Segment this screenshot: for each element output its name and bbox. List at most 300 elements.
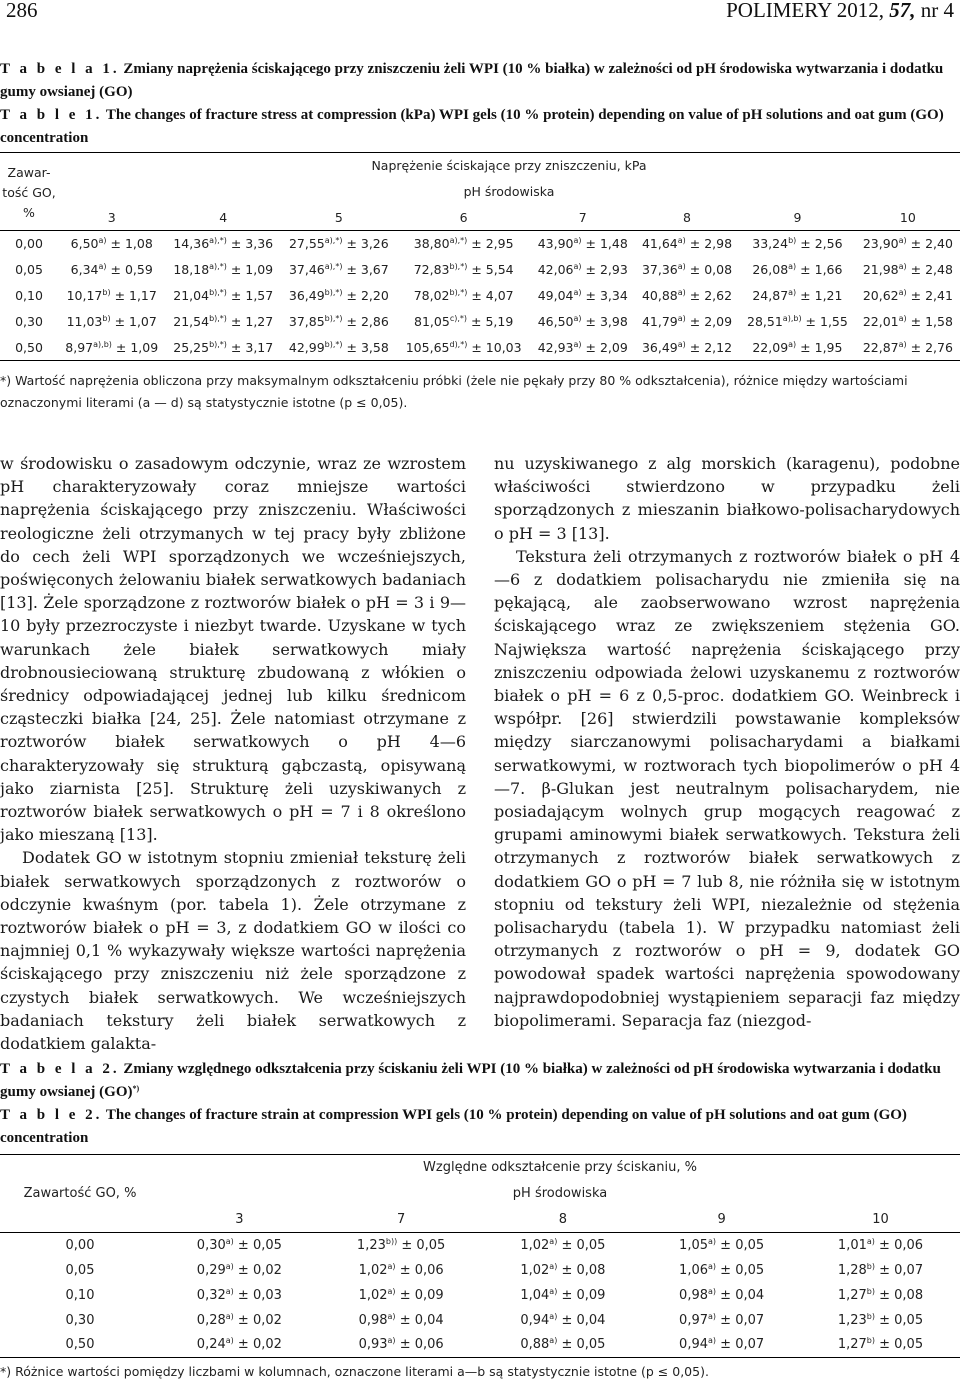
mean-value: 6,50	[70, 236, 99, 252]
mean-value: 38,80	[413, 236, 450, 252]
significance-letter: a)	[788, 339, 797, 349]
significance-letter: b),*)	[209, 314, 227, 323]
std-deviation: ± 0,04	[561, 1312, 606, 1328]
table2-label-en: T a b l e 2.	[0, 1107, 103, 1123]
std-deviation: ± 2,20	[346, 288, 389, 303]
std-deviation: ± 3,67	[346, 262, 389, 277]
significance-letter: b))	[385, 1236, 398, 1246]
value-cell	[319, 1283, 484, 1308]
table2-label-pl: T a b e l a 2.	[0, 1061, 120, 1077]
significance-letter: a)	[549, 1261, 558, 1271]
std-deviation: ± 1,21	[800, 288, 843, 303]
value-cell	[531, 257, 635, 283]
value-cell	[165, 257, 281, 283]
table1-label-en: T a b l e 1.	[0, 107, 103, 123]
std-deviation: ± 0,05	[879, 1312, 924, 1328]
table2-caption-pl-text: Zmiany względnego odkształcenia przy ściskaniu żeli WPI (10 % białka) w zależności od pH środowiska wytwarzania i dodatku gumy owsianej (GO)	[0, 1061, 941, 1100]
mean-value: 0,94	[679, 1337, 708, 1353]
significance-letter: a)	[98, 262, 107, 271]
value-cell	[484, 1258, 643, 1283]
value-cell	[801, 1308, 960, 1333]
value-cell	[642, 1233, 801, 1258]
mean-value: 42,06	[537, 262, 574, 277]
mean-value: 0,98	[679, 1287, 708, 1303]
go-content-cell: 0,30	[65, 1312, 95, 1328]
value-cell	[642, 1333, 801, 1358]
value-cell	[484, 1333, 643, 1358]
mean-value: 14,36	[173, 236, 210, 252]
mean-value: 37,46	[288, 262, 325, 277]
value-cell	[801, 1233, 960, 1258]
value-cell	[397, 283, 531, 309]
value-cell	[484, 1233, 643, 1258]
std-deviation: ± 1,95	[800, 339, 843, 355]
std-deviation: ± 0,04	[399, 1312, 444, 1328]
significance-letter: a),*)	[449, 236, 468, 246]
mean-value: 36,49	[288, 288, 325, 303]
mean-value: 41,64	[641, 236, 678, 252]
significance-letter: a)	[708, 1261, 717, 1271]
significance-letter: a)	[898, 314, 907, 323]
mean-value: 36,49	[641, 339, 678, 355]
std-deviation: ± 0,09	[561, 1287, 606, 1303]
significance-letter: a)	[573, 288, 582, 297]
value-cell	[531, 335, 635, 361]
std-deviation: ± 0,08	[689, 262, 733, 277]
mean-value: 0,32	[196, 1287, 226, 1303]
std-deviation: ± 2,40	[910, 236, 953, 252]
value-cell	[642, 1258, 801, 1283]
ph-column-header: 9	[793, 209, 802, 225]
value-cell	[58, 283, 165, 309]
mean-value: 26,08	[752, 262, 789, 277]
significance-letter: a)	[677, 288, 686, 297]
std-deviation: ± 1,57	[230, 288, 274, 303]
significance-letter: a)	[573, 236, 582, 246]
go-content-cell: 0,50	[65, 1337, 95, 1353]
value-cell	[635, 257, 739, 283]
table1-caption-pl	[0, 58, 954, 104]
significance-letter: b)	[788, 236, 797, 246]
value-cell	[319, 1308, 484, 1333]
mean-value: 37,85	[288, 314, 325, 329]
table2	[0, 1154, 960, 1358]
significance-letter: a)	[708, 1286, 717, 1296]
significance-letter: b)	[866, 1286, 875, 1296]
journal-issue: nr 4	[920, 0, 954, 22]
mean-value: 0,93	[358, 1337, 388, 1353]
std-deviation: ± 2,09	[585, 339, 628, 355]
ph-column-header: 6	[459, 209, 468, 225]
significance-letter: a)	[898, 236, 907, 246]
significance-letter: a)	[898, 288, 907, 297]
std-deviation: ± 1,17	[114, 288, 157, 303]
significance-letter: a)	[677, 262, 686, 271]
mean-value: 10,17	[66, 288, 103, 303]
std-deviation: ± 0,02	[237, 1262, 282, 1278]
value-cell	[397, 257, 531, 283]
significance-letter: b),*)	[449, 262, 468, 271]
value-cell	[635, 309, 739, 335]
table-row	[0, 1333, 960, 1358]
std-deviation: ± 0,05	[561, 1237, 606, 1253]
mean-value: 42,99	[288, 339, 325, 355]
std-deviation: ± 1,55	[805, 314, 848, 329]
table2-footnote: *) Różnice wartości pomiędzy liczbami w kolumnach, oznaczone literami a—b są statystycznie istotne (p ≤ 0,05).	[0, 1364, 709, 1379]
std-deviation: ± 1,08	[110, 236, 153, 252]
mean-value: 33,24	[752, 236, 789, 252]
value-cell	[801, 1258, 960, 1283]
value-cell	[397, 335, 531, 361]
significance-letter: b)	[102, 314, 111, 323]
ph-column-header: 9	[717, 1211, 726, 1227]
significance-letter: a)	[387, 1336, 396, 1346]
value-cell	[801, 1283, 960, 1308]
body-column-left	[0, 452, 466, 1055]
value-cell	[739, 283, 856, 309]
std-deviation: ± 2,86	[346, 314, 389, 329]
significance-letter: a)	[866, 1236, 875, 1246]
mean-value: 0,88	[520, 1337, 550, 1353]
mean-value: 41,79	[641, 314, 678, 329]
significance-letter: a)	[788, 288, 797, 297]
significance-letter: a)	[387, 1261, 396, 1271]
std-deviation: ± 0,07	[879, 1262, 924, 1278]
go-content-cell: 0,00	[65, 1237, 95, 1253]
value-cell	[531, 231, 635, 257]
std-deviation: ± 3,36	[230, 236, 274, 252]
mean-value: 28,51	[747, 314, 783, 329]
mean-value: 24,87	[752, 288, 789, 303]
std-deviation: ± 0,08	[879, 1287, 924, 1303]
significance-letter: d),*)	[449, 339, 468, 349]
std-deviation: ± 1,07	[114, 314, 157, 329]
significance-letter: a)	[677, 314, 686, 323]
significance-letter: a)	[549, 1236, 558, 1246]
value-cell	[58, 257, 165, 283]
std-deviation: ± 2,95	[471, 236, 514, 252]
significance-letter: a)	[677, 236, 686, 246]
significance-letter: b)	[866, 1311, 875, 1321]
significance-letter: a),b)	[782, 314, 802, 323]
mean-value: 37,36	[641, 262, 678, 277]
std-deviation: ± 3,34	[585, 288, 628, 303]
mean-value: 20,62	[862, 288, 899, 303]
std-deviation: ± 0,59	[110, 262, 153, 277]
value-cell	[397, 231, 531, 257]
mean-value: 22,09	[752, 339, 789, 355]
significance-letter: b)	[866, 1336, 875, 1346]
ph-column-header: 10	[899, 209, 916, 225]
table2-caption	[0, 1058, 954, 1150]
mean-value: 78,02	[413, 288, 450, 303]
table1-caption	[0, 58, 954, 150]
std-deviation: ± 2,48	[910, 262, 953, 277]
table2-sub-header: pH środowiska	[512, 1186, 608, 1201]
value-cell	[160, 1258, 319, 1283]
mean-value: 0,29	[196, 1262, 226, 1278]
value-cell	[856, 335, 960, 361]
significance-letter: a)	[788, 262, 797, 271]
std-deviation: ± 2,62	[689, 288, 733, 303]
value-cell	[281, 309, 397, 335]
ph-column-header: 7	[396, 1211, 406, 1227]
std-deviation: ± 0,05	[879, 1337, 924, 1353]
std-deviation: ± 1,66	[800, 262, 843, 277]
significance-letter: b)	[102, 288, 111, 297]
std-deviation: ± 0,03	[237, 1287, 282, 1303]
value-cell	[635, 335, 739, 361]
std-deviation: ± 1,09	[230, 262, 274, 277]
significance-letter: b),*)	[209, 288, 227, 297]
value-cell	[160, 1333, 319, 1358]
mean-value: 1,23	[837, 1312, 867, 1328]
std-deviation: ± 4,07	[471, 288, 514, 303]
mean-value: 1,02	[520, 1237, 550, 1253]
mean-value: 11,03	[66, 314, 103, 329]
ph-column-header: 10	[872, 1211, 889, 1227]
std-deviation: ± 0,06	[399, 1337, 444, 1353]
table1-caption-pl-text: Zmiany naprężenia ściskającego przy zniszczeniu żeli WPI (10 % białka) w zależności od pH środowiska wytwarzania i dodatku gumy owsianej (GO)	[0, 61, 944, 100]
value-cell	[739, 231, 856, 257]
mean-value: 23,90	[862, 236, 899, 252]
value-cell	[165, 231, 281, 257]
mean-value: 42,93	[537, 339, 574, 355]
body-column-right	[494, 452, 960, 1032]
value-cell	[281, 335, 397, 361]
value-cell	[739, 257, 856, 283]
table2-row-header: Zawartość GO, %	[23, 1186, 137, 1201]
table1-caption-en	[0, 104, 954, 150]
go-content-cell: 0,30	[15, 314, 43, 329]
mean-value: 72,83	[413, 262, 450, 277]
value-cell	[635, 283, 739, 309]
value-cell	[160, 1308, 319, 1333]
table1-caption-en-text: The changes of fracture stress at compression (kPa) WPI gels (10 % protein) depending on value of pH solutions and oat gum (GO) concentration	[0, 107, 944, 146]
std-deviation: ± 2,41	[910, 288, 953, 303]
go-content-cell: 0,00	[15, 236, 43, 252]
mean-value: 1,02	[358, 1287, 388, 1303]
mean-value: 21,04	[173, 288, 210, 303]
std-deviation: ± 0,05	[720, 1237, 765, 1253]
journal-name: POLIMERY 2012,	[726, 0, 884, 22]
page-number: 286	[6, 0, 38, 22]
mean-value: 40,88	[641, 288, 678, 303]
significance-letter: a)	[573, 314, 582, 323]
table-row	[0, 231, 960, 257]
significance-letter: b),*)	[324, 339, 343, 349]
mean-value: 1,23	[356, 1237, 386, 1253]
significance-letter: a)	[708, 1236, 717, 1246]
significance-letter: a)	[898, 262, 907, 271]
mean-value: 46,50	[537, 314, 574, 329]
std-deviation: ± 0,05	[401, 1237, 446, 1253]
value-cell	[531, 283, 635, 309]
running-header	[0, 0, 960, 28]
table-row	[0, 1233, 960, 1258]
significance-letter: a)	[387, 1311, 396, 1321]
mean-value: 22,87	[862, 339, 899, 355]
ph-column-header: 7	[578, 209, 587, 225]
table2-caption-en	[0, 1104, 954, 1150]
table-row	[0, 1308, 960, 1333]
ph-column-header: 8	[683, 209, 691, 225]
ph-column-header: 3	[107, 209, 116, 225]
std-deviation: ± 0,04	[720, 1287, 765, 1303]
std-deviation: ± 2,93	[585, 262, 628, 277]
mean-value: 1,02	[520, 1262, 550, 1278]
table1-label-pl: T a b e l a 1.	[0, 61, 120, 77]
value-cell	[319, 1233, 484, 1258]
value-cell	[58, 231, 165, 257]
std-deviation: ± 2,09	[689, 314, 733, 329]
go-content-cell: 0,50	[15, 339, 43, 355]
mean-value: 1,02	[358, 1262, 388, 1278]
mean-value: 1,27	[837, 1337, 867, 1353]
value-cell	[531, 309, 635, 335]
value-cell	[58, 309, 165, 335]
std-deviation: ± 1,09	[115, 339, 159, 355]
significance-letter: a)	[549, 1311, 558, 1321]
mean-value: 1,04	[520, 1287, 550, 1303]
std-deviation: ± 0,08	[561, 1262, 606, 1278]
std-deviation: ± 2,98	[689, 236, 733, 252]
significance-letter: a)	[225, 1286, 234, 1296]
std-deviation: ± 1,27	[230, 314, 274, 329]
std-deviation: ± 0,09	[399, 1287, 444, 1303]
significance-letter: a)	[225, 1236, 234, 1246]
mean-value: 105,65	[405, 339, 450, 355]
mean-value: 25,25	[173, 339, 210, 355]
significance-letter: a)	[549, 1336, 558, 1346]
value-cell	[739, 335, 856, 361]
table-row	[0, 283, 960, 309]
paragraph: Dodatek GO w istotnym stopniu zmieniał teksturę żeli białek serwatkowych sporządzonych z roztworów o odczynie kwaśnym (por. tabela 1). Żele otrzymane z roztworów białek o pH = 3, z dodatkiem GO w ilości co najmniej 0,1 % wykazywały większe wartości naprężenia ściskającego przy zniszczeniu niż żele sporządzone z czystych białek serwatkowych. We wcześniejszych badaniach tekstury żeli białek serwatkowych z dodatkiem galakta-	[0, 848, 466, 1054]
value-cell	[642, 1283, 801, 1308]
std-deviation: ± 0,07	[720, 1312, 765, 1328]
mean-value: 21,98	[862, 262, 899, 277]
mean-value: 22,01	[862, 314, 899, 329]
significance-letter: a),b)	[93, 339, 112, 349]
std-deviation: ± 0,02	[237, 1337, 282, 1353]
significance-letter: b)	[866, 1261, 875, 1271]
value-cell	[484, 1308, 643, 1333]
significance-letter: b),*)	[209, 339, 227, 349]
std-deviation: ± 3,26	[346, 236, 389, 252]
significance-letter: a),*)	[324, 236, 343, 246]
value-cell	[319, 1258, 484, 1283]
significance-letter: a)	[98, 236, 107, 246]
value-cell	[165, 283, 281, 309]
mean-value: 0,97	[679, 1312, 708, 1328]
std-deviation: ± 10,03	[471, 339, 522, 355]
value-cell	[856, 309, 960, 335]
mean-value: 1,05	[679, 1237, 708, 1253]
std-deviation: ± 1,58	[910, 314, 953, 329]
significance-letter: a)	[549, 1286, 558, 1296]
std-deviation: ± 0,05	[720, 1262, 765, 1278]
go-content-cell: 0,10	[15, 288, 43, 303]
go-content-cell: 0,05	[65, 1262, 95, 1278]
std-deviation: ± 0,05	[561, 1337, 606, 1353]
value-cell	[281, 231, 397, 257]
journal-volume: 57,	[889, 0, 916, 22]
std-deviation: ± 3,58	[346, 339, 389, 355]
value-cell	[635, 231, 739, 257]
value-cell	[160, 1283, 319, 1308]
significance-letter: a)	[708, 1336, 717, 1346]
mean-value: 0,94	[520, 1312, 550, 1328]
ph-column-header: 5	[334, 209, 343, 225]
mean-value: 49,04	[537, 288, 574, 303]
value-cell	[165, 335, 281, 361]
value-cell	[319, 1333, 484, 1358]
significance-letter: a)	[677, 339, 686, 349]
significance-letter: a)	[387, 1286, 396, 1296]
std-deviation: ± 0,06	[399, 1262, 444, 1278]
table2-caption-sup: *)	[132, 1084, 140, 1093]
mean-value: 1,28	[837, 1262, 867, 1278]
std-deviation: ± 2,76	[910, 339, 953, 355]
std-deviation: ± 3,17	[230, 339, 274, 355]
table1-footnote: *) Wartość naprężenia obliczona przy maksymalnym odkształceniu próbki (żele nie pękały przy 80 % odkształcenia), różnice między wartościami oznaczonymi literami (a — d) są statystycznie istotne (p ≤ 0,05).	[0, 373, 908, 410]
value-cell	[801, 1333, 960, 1358]
table1-group-header: Naprężenie ściskające przy zniszczeniu, kPa	[371, 158, 647, 174]
significance-letter: a)	[225, 1261, 234, 1271]
table-row	[0, 309, 960, 335]
ph-column-header: 3	[235, 1211, 244, 1227]
journal-reference	[726, 0, 954, 23]
std-deviation: ± 1,48	[585, 236, 628, 252]
value-cell	[856, 231, 960, 257]
value-cell	[856, 257, 960, 283]
std-deviation: ± 5,19	[471, 314, 514, 329]
std-deviation: ± 0,07	[720, 1337, 765, 1353]
significance-letter: a)	[898, 339, 907, 349]
mean-value: 0,98	[358, 1312, 388, 1328]
significance-letter: b),*)	[449, 288, 468, 297]
significance-letter: a)	[225, 1311, 234, 1321]
std-deviation: ± 2,12	[689, 339, 733, 355]
value-cell	[58, 335, 165, 361]
significance-letter: a),*)	[324, 262, 343, 271]
value-cell	[397, 309, 531, 335]
go-content-cell: 0,10	[65, 1287, 95, 1303]
significance-letter: a),*)	[209, 262, 227, 271]
mean-value: 21,54	[173, 314, 210, 329]
mean-value: 1,06	[679, 1262, 708, 1278]
value-cell	[165, 309, 281, 335]
significance-letter: b),*)	[324, 288, 343, 297]
mean-value: 0,24	[196, 1337, 226, 1353]
mean-value: 0,28	[196, 1312, 226, 1328]
mean-value: 81,05	[414, 314, 450, 329]
value-cell	[856, 283, 960, 309]
value-cell	[642, 1308, 801, 1333]
value-cell	[160, 1233, 319, 1258]
significance-letter: a)	[225, 1336, 234, 1346]
value-cell	[484, 1283, 643, 1308]
std-deviation: ± 3,98	[585, 314, 628, 329]
mean-value: 1,01	[837, 1237, 867, 1253]
table2-caption-pl	[0, 1058, 954, 1104]
mean-value: 27,55	[288, 236, 325, 252]
value-cell	[281, 257, 397, 283]
paragraph: Tekstura żeli otrzymanych z roztworów białek o pH 4—6 z dodatkiem polisacharydu nie zmieniła się na pękającą, ale zaobserwowano wzrost naprężenia ściskającego wraz ze zwiększeniem stężenia GO. Największa wartość naprężenia ściskającego przy zniszczeniu odpowiada żelowi uzyskanemu z roztworów białek o pH = 6 z 0,5-proc. dodatkiem GO. Weinbreck i współpr. [26] stwierdzili powstawanie kompleksów między siarczanowymi polisacharydami a białkami serwatkowymi, w roztworach tych biopolimerów o pH 4—7. β-Glukan jest neutralnym polisacharydem, nie posiadającym wolnych grup mogących reagować z grupami aminowymi białek serwatkowych. Tekstura żeli otrzymanych z roztworów białek serwatkowych z dodatkiem GO o pH = 7 lub 8, nie różniła się w istotnym stopniu od tekstury żeli WPI, niezależnie od stężenia polisacharydu (tabela 1). W przypadku natomiast żeli otrzymanych z roztworów o pH = 9, dodatek GO powodował spadek wartości naprężenia spowodowany najprawdopodobniej wystąpieniem separacji faz między biopolimerami. Separacja faz (niezgod-	[494, 546, 960, 1030]
significance-letter: b),*)	[324, 314, 343, 323]
std-deviation: ± 0,05	[237, 1237, 282, 1253]
table2-group-header: Względne odkształcenie przy ściskaniu, %	[423, 1160, 697, 1176]
